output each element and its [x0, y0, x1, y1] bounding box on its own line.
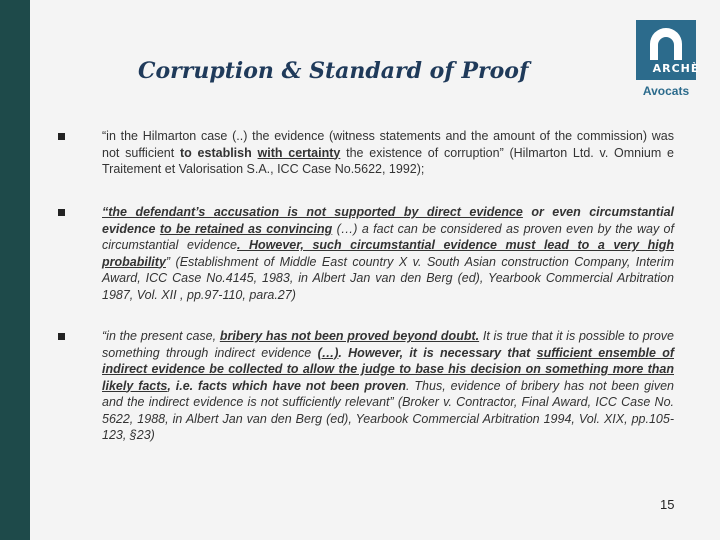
- text-segment: It is true that it is possible to prove something through indirect evidence: [102, 329, 674, 360]
- text-segment: “in the present case,: [102, 329, 220, 343]
- text-segment: the existence of corruption” (Hilmarton Ltd. v. Omnium e Traitement et Valorisation S.A., ICC Case No.5622, 1992);: [102, 145, 674, 176]
- bullet-marker: [58, 133, 65, 140]
- text-segment: sufficient ensemble of indirect evidence be collected to allow the judge to base his decision on something more than likely facts: [102, 345, 674, 393]
- logo-subtitle: Avocats: [642, 84, 690, 98]
- text-segment: or even: [522, 205, 590, 219]
- logo-emblem: [636, 20, 700, 80]
- slide-title: Corruption & Standard of Proof: [138, 58, 529, 84]
- text-segment: ” (Establishment of Middle East country X v. South Asian construction Company, Interim Award, ICC Case No.4145, 1983, in Albert Jan van den Berg (ed), Yearbook Commercial Arbitration 1987, Vol. XII , pp.97-110, para.27): [102, 254, 674, 302]
- text-segment: . Thus, evidence of bribery has not been given and the indirect evidence is not sufficiently relevant” (Broker v. Contractor, Final Award, ICC Case No. 5622, 1988, in Albert Jan van den Berg (ed), Yearbook Commercial Arbitration 1994, Vol. XIX, pp.105-123, §23): [102, 378, 674, 442]
- text-segment: to be retained as convincing: [159, 221, 333, 236]
- bullet-marker: [58, 209, 65, 216]
- left-accent-band: [0, 0, 30, 540]
- bullet-text-2: [102, 204, 674, 303]
- bullet-marker: [58, 333, 65, 340]
- text-segment: “the defendant’s accusation is not supported by direct evidence: [102, 205, 523, 219]
- text-segment: . However, it is necessary that: [338, 345, 537, 360]
- text-segment: , i.e. facts which have not been proven: [167, 378, 407, 393]
- logo-wordmark: ARCHÈ: [652, 62, 700, 75]
- text-segment: to establish: [180, 145, 258, 160]
- text-segment: (…): [317, 345, 339, 360]
- arche-avocats-logo: [626, 20, 704, 102]
- text-segment: . However, such circumstantial evidence must lead to a very high probability: [102, 238, 675, 269]
- text-segment: (…) a fact can be considered as proven even by the way of circumstantial evidence: [102, 221, 674, 252]
- text-segment: with certainty: [257, 145, 341, 160]
- text-segment: circumstantial evidence: [102, 205, 674, 236]
- bullet-text-3: [102, 328, 674, 444]
- text-segment: “in the Hilmarton case (..) the evidence (witness statements and the amount of the commission) was not sufficient: [102, 129, 674, 160]
- text-segment: bribery has not been proved beyond doubt.: [219, 329, 480, 343]
- bullet-text-1: [102, 128, 674, 178]
- page-number: 15: [660, 497, 675, 512]
